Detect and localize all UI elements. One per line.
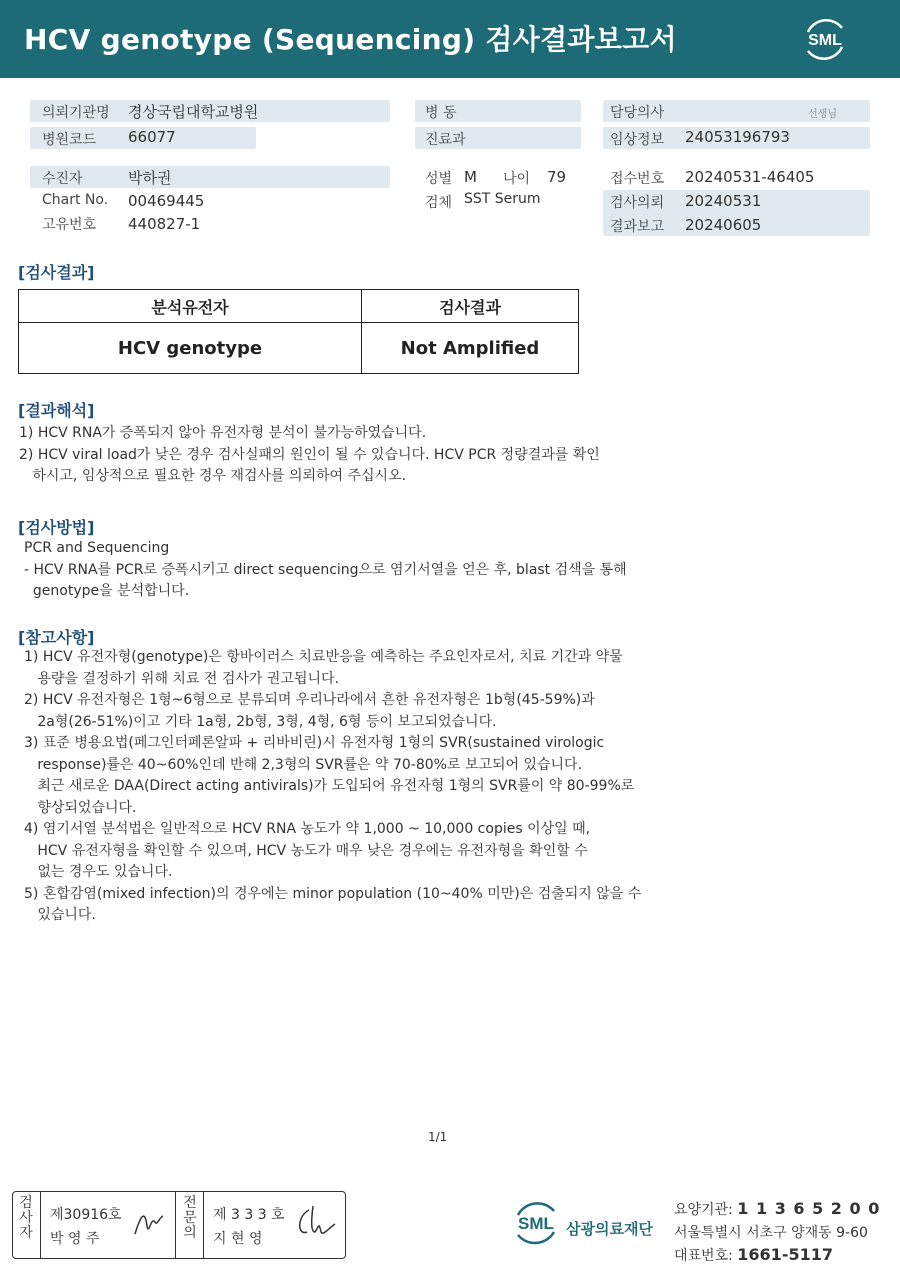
reference-line: HCV 유전자형을 확인할 수 있으며, HCV 농도가 매우 낮은 경우에는 유전자형을 확인할 수: [24, 842, 588, 859]
patient-label: 수진자: [42, 171, 83, 187]
receipt-value: 20240531-46405: [685, 168, 815, 186]
footer-logo-text: SML: [518, 1214, 554, 1233]
results-table: [18, 289, 579, 374]
doctor-label: 담당의사: [610, 105, 665, 121]
id-value: 440827-1: [128, 215, 201, 233]
interpretation-line: 1) HCV RNA가 증폭되지 않아 유전자형 분석이 불가능하였습니다.: [19, 425, 427, 441]
hospital-code-label: 병원코드: [42, 132, 97, 148]
result-gene-cell: HCV genotype: [19, 323, 362, 374]
report-title: HCV genotype (Sequencing) 검사결과보고서: [24, 23, 677, 56]
table-row: [19, 323, 579, 374]
reference-line: 4) 염기서열 분석법은 일반적으로 HCV RNA 농도가 약 1,000 ~ 10,000 copies 이상일 때,: [24, 821, 591, 837]
reference-line: 2) HCV 유전자형은 1형~6형으로 분류되며 우리나라에서 흔한 유전자형은 1b형(45-59%)과: [24, 692, 595, 708]
age-label: 나이: [503, 171, 531, 187]
reference-line: 있습니다.: [24, 907, 96, 923]
signature-box: [12, 1191, 346, 1259]
specimen-value: SST Serum: [464, 191, 541, 207]
reference-line: 5) 혼합감염(mixed infection)의 경우에는 minor population (10~40% 미만)은 검출되지 않을 수: [24, 885, 642, 902]
divider: [175, 1192, 176, 1258]
reference-line: 최근 새로운 DAA(Direct acting antivirals)가 도입되어 유전자형 1형의 SVR률이 약 80-99%로: [24, 778, 635, 794]
interpretation-line: 하시고, 임상적으로 필요한 경우 재검사를 의뢰하여 주십시오.: [19, 468, 407, 484]
results-col-result: 검사결과: [362, 290, 579, 323]
page-number: 1/1: [428, 1130, 448, 1144]
corp-name: 삼광의료재단: [566, 1220, 653, 1238]
specialist-license: 제 3 3 3 호: [213, 1207, 285, 1223]
institution-code-label: 요양기관:: [674, 1202, 733, 1218]
phone-label: 대표번호:: [674, 1248, 733, 1264]
method-line: genotype을 분석합니다.: [24, 583, 190, 599]
method-text: [24, 538, 627, 603]
request-label: 검사의뢰: [610, 195, 665, 211]
sml-footer-logo-icon: [510, 1197, 562, 1249]
method-line: - HCV RNA를 PCR로 증폭시키고 direct sequencing으로 염기서열을 얻은 후, blast 검색을 통해: [24, 561, 627, 578]
interpretation-heading: [결과해석]: [18, 401, 95, 420]
method-heading: [검사방법]: [18, 518, 95, 537]
interpretation-text: [19, 423, 600, 488]
department-label: 진료과: [425, 132, 466, 148]
divider: [40, 1192, 41, 1258]
institution-label: 의뢰기관명: [42, 105, 110, 121]
institution-value: 경상국립대학교병원: [128, 103, 259, 121]
phone-value: 1661-5117: [737, 1245, 833, 1264]
inspector-license: 제30916호: [50, 1207, 122, 1223]
specialist-signature-icon: [295, 1202, 339, 1242]
results-col-gene: 분석유전자: [19, 290, 362, 323]
chart-value: 00469445: [128, 192, 205, 210]
clinical-label: 임상정보: [610, 132, 665, 148]
sex-value: M: [464, 168, 477, 186]
age-value: 79: [547, 168, 567, 186]
reference-line: 3) 표준 병용요법(페그인터페론알파 + 리바비린)시 유전자형 1형의 SVR(sustained virologic: [24, 735, 605, 751]
specimen-label: 검체: [425, 195, 453, 211]
interpretation-line: 2) HCV viral load가 낮은 경우 검사실패의 원인이 될 수 있습니다. HCV PCR 정량결과를 확인: [19, 446, 600, 463]
reference-line: 향상되었습니다.: [24, 799, 137, 816]
inspector-signature-icon: [131, 1206, 167, 1240]
address: 서울특별시 서초구 양재동 9-60: [674, 1225, 868, 1241]
patient-field-bg: [30, 166, 390, 188]
id-label: 고유번호: [42, 217, 97, 233]
results-heading: [검사결과]: [18, 263, 95, 282]
report-header: [0, 0, 900, 78]
phone: [674, 1245, 833, 1265]
institution-code: [674, 1199, 880, 1219]
reference-line: response)률은 40~60%인데 반해 2,3형의 SVR률은 약 70-80%로 보고되어 있습니다.: [24, 756, 583, 773]
report-value: 20240605: [685, 216, 762, 234]
divider: [203, 1192, 204, 1258]
chart-label: Chart No.: [42, 192, 109, 208]
request-value: 20240531: [685, 192, 762, 210]
references-text: [24, 647, 641, 927]
institution-code-value: 1 1 3 6 5 2 0 0: [737, 1199, 881, 1218]
references-heading: [참고사항]: [18, 628, 95, 647]
reference-line: 2a형(26-51%)이고 기타 1a형, 2b형, 3형, 4형, 6형 등이 보고되었습니다.: [24, 713, 497, 730]
reference-line: 1) HCV 유전자형(genotype)은 항바이러스 치료반응을 예측하는 주요인자로서, 치료 기간과 약물: [24, 649, 623, 665]
inspector-name: 박 영 주: [50, 1231, 100, 1247]
sml-logo-icon: [800, 14, 850, 64]
patient-value: 박하권: [128, 169, 172, 187]
method-line: PCR and Sequencing: [24, 540, 170, 556]
sex-label: 성별: [425, 171, 453, 187]
reference-line: 없는 경우도 있습니다.: [24, 864, 173, 880]
result-value-cell: Not Amplified: [362, 323, 579, 374]
report-label: 결과보고: [610, 219, 665, 235]
hospital-code-value: 66077: [128, 128, 176, 146]
clinical-value: 24053196793: [685, 128, 790, 146]
ward-label: 병 동: [425, 105, 457, 121]
specialist-name: 지 현 영: [213, 1231, 263, 1247]
doctor-suffix: 선생님: [808, 109, 837, 120]
receipt-label: 접수번호: [610, 171, 665, 187]
logo-text: SML: [808, 32, 842, 49]
reference-line: 용량을 결정하기 위해 치료 전 검사가 권고됩니다.: [24, 670, 339, 687]
specialist-label: 전 문 의: [183, 1195, 197, 1241]
inspector-label: 검 사 자: [19, 1195, 33, 1241]
